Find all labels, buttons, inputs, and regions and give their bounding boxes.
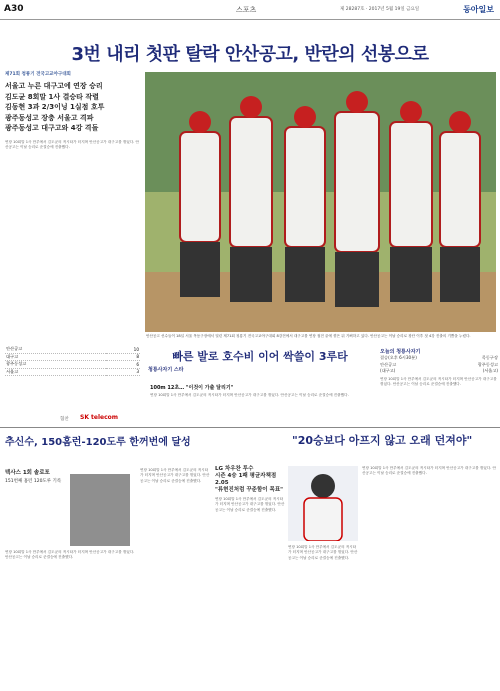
table-row — [5, 361, 140, 369]
team-name: 광주동성고 — [5, 361, 106, 369]
section-divider — [0, 427, 500, 428]
kicker: 제71회 청룡기 전국고교야구대회 — [5, 72, 71, 77]
subhead-4: 광주동성고 장충 서울고 격파 — [5, 113, 94, 122]
team-score: 6 — [106, 361, 140, 369]
schedule-right: (서울고) — [482, 368, 498, 373]
schedule-right: 광주동성고 — [477, 361, 498, 367]
sponsor-label: 협찬 — [60, 417, 69, 422]
sub-headline: 빠른 발로 호수비 이어 싹쓸이 3루타 — [172, 350, 348, 363]
lower-right-headline: "20승보다 아프지 않고 오래 던져야" — [292, 434, 473, 447]
lower-left-headline: 추신수, 150홈런-120도루 한꺼번에 달성 — [5, 437, 191, 448]
schedule-row — [380, 368, 498, 375]
table-row — [5, 346, 140, 353]
subhead-1: 서울고 누른 대구고에 연장 승리 — [5, 82, 103, 90]
schedule-right: 목동구장 — [481, 355, 498, 360]
main-headline: 3번 내리 첫판 탈락 안산공고, 반란의 선봉으로 — [71, 44, 429, 65]
page-header — [0, 0, 500, 20]
schedule-box — [380, 348, 498, 416]
photo-caption: 안산공고 선수들이 18일 서울 목동구장에서 열린 제71회 청룡기 전국고교야구대회 8강전에서 대구고를 연장 접전 끝에 꺾은 뒤 기뻐하고 있다. 안산공고는 이날 승리로 창단 이후 첫 4강 진출의 기쁨을 누렸다. — [146, 334, 471, 338]
table-row — [5, 368, 140, 376]
mid-column-line-1: 시즌 4승 1패 평균자책점 2.05 — [215, 473, 277, 486]
schedule-left: 결승(오후 6시30분) — [380, 355, 417, 360]
small-column-title: 청룡사자기 스타 — [148, 367, 184, 373]
subhead-5: 광주동성고 대구고와 4강 격돌 — [5, 124, 99, 132]
player-card-subtitle: 151번째 홈런 120도루 기록 — [5, 479, 62, 484]
team-score: 10 — [106, 346, 140, 353]
team-name: 안산공고 — [5, 346, 106, 353]
mid-column-body: 연장 10회말 1사 만루에서 김도균의 적시타가 터지며 안산공고가 대구고를 꺾었다. 안산공고는 이날 승리로 준결승에 진출했다. — [215, 497, 285, 512]
player-card-title: 텍사스 1회 솔로포 — [5, 470, 50, 476]
date-line: 제 28287호 · 2017년 5월 19일 금요일 — [340, 7, 420, 12]
sponsor-logo: SK telecom — [80, 414, 119, 421]
team-name: 대구고 — [5, 353, 106, 361]
mid-column — [215, 466, 285, 672]
left-body-text: 연장 10회말 1사 만루에서 김도균의 적시타가 터지며 안산공고가 대구고를 꺾었다. 안산공고는 이날 승리로 준결승에 진출했다. — [5, 139, 139, 149]
main-photo — [145, 72, 496, 332]
schedule-left: (대구고) — [380, 368, 396, 373]
team-name: 서울고 — [5, 368, 106, 376]
left-column — [5, 71, 140, 340]
schedule-title: 오늘의 청룡사자기 — [380, 349, 421, 355]
small-column-body: 연장 10회말 1사 만루에서 김도균의 적시타가 터지며 안산공고가 대구고를 꺾었다. 안산공고는 이날 승리로 준결승에 진출했다. — [150, 393, 349, 397]
mid-column-line-2: "류현진처럼 꾸준함이 목표" — [215, 487, 284, 493]
subhead-3: 김동현 3과 2/3이닝 1실점 호투 — [5, 103, 105, 111]
lower-mid-right-body: 연장 10회말 1사 만루에서 김도균의 적시타가 터지며 안산공고가 대구고를 꺾었다. 안산공고는 이날 승리로 준결승에 진출했다. — [288, 545, 358, 560]
table-row — [5, 353, 140, 361]
lower-left-body: 연장 10회말 1사 만루에서 김도균의 적시타가 터지며 안산공고가 대구고를 꺾었다. 안산공고는 이날 승리로 준결승에 진출했다. — [5, 550, 135, 560]
lower-left-body-2: 연장 10회말 1사 만루에서 김도균의 적시타가 터지며 안산공고가 대구고를 꺾었다. 안산공고는 이날 승리로 준결승에 진출했다. — [140, 468, 210, 483]
player-photo — [70, 474, 130, 546]
mid-column-title: LG 차우찬 투수 — [215, 466, 254, 472]
page-number: A30 — [4, 4, 24, 14]
lower-right-body: 연장 10회말 1사 만루에서 김도균의 적시타가 터지며 안산공고가 대구고를 꺾었다. 안산공고는 이날 승리로 준결승에 진출했다. — [362, 466, 496, 476]
small-column-subtitle: 100m 12초… "이것이 가출 달리기" — [150, 385, 234, 391]
newspaper-brand: 동아일보 — [463, 5, 494, 14]
schedule-body: 연장 10회말 1사 만루에서 김도균의 적시타가 터지며 안산공고가 대구고를 꺾었다. 안산공고는 이날 승리로 준결승에 진출했다. — [380, 376, 497, 386]
team-score: 8 — [106, 353, 140, 361]
scoreboard — [5, 346, 140, 408]
section-name: 스포츠 — [236, 6, 257, 14]
subhead-2: 김도균 8회말 1사 결승타 작렬 — [5, 92, 99, 101]
schedule-left: 안산공고 — [380, 361, 397, 367]
team-score: 3 — [106, 368, 140, 376]
pitcher-photo — [288, 466, 358, 541]
